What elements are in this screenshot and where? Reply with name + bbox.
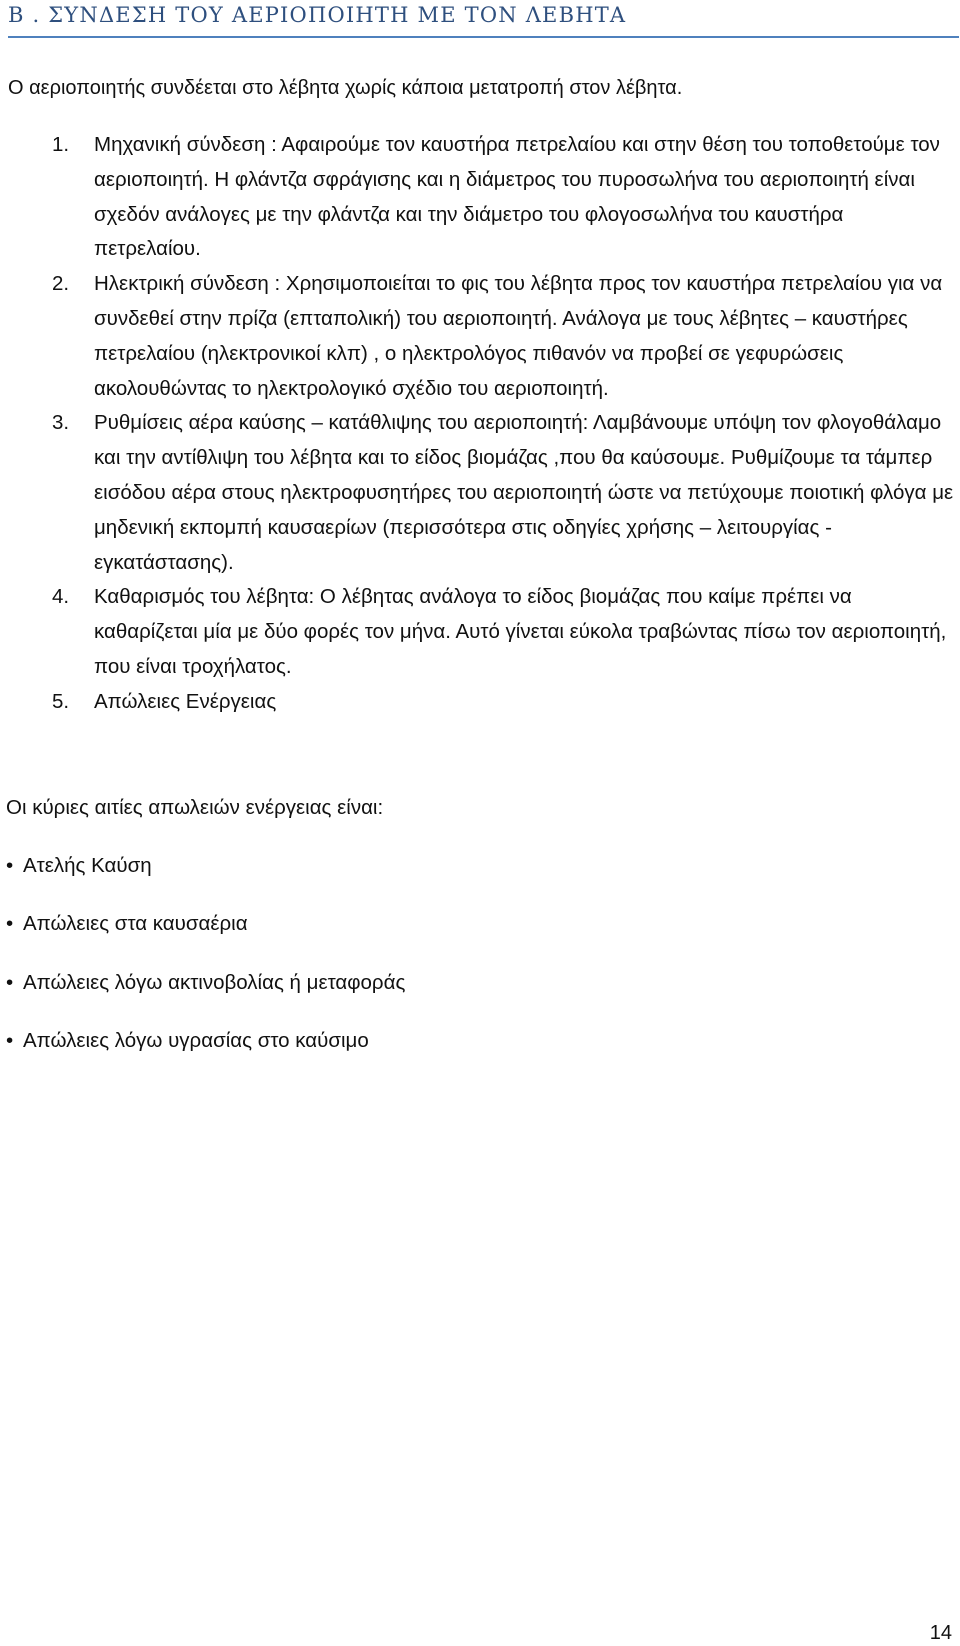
cause-item <box>6 909 248 939</box>
cause-text: Απώλειες στα καυσαέρια <box>23 912 248 935</box>
step-text: Ρυθμίσεις αέρα καύσης – κατάθλιψης του αεριοποιητή: Λαμβάνουμε υπόψη τον φλογοθάλαμο και την αντίθλιψη του λέβητα και το είδος βιομάζας ,που θα καύσουμε. Ρυθμίζουμε τα τάμπερ εισόδου αέρα στους ηλεκτροφυσητήρες του αεριοποιητή ώστε να πετύχουμε ποιοτική φλόγα με μηδενική εκπομπή καυσαερίων (περισσότερα στις οδηγίες χρήσης – λειτουργίας - εγκατάστασης). <box>94 411 954 574</box>
bullet-icon: • <box>6 912 14 935</box>
cause-item <box>6 1026 369 1056</box>
step-text: Καθαρισμός του λέβητα: Ο λέβητας ανάλογα το είδος βιομάζας που καίμε πρέπει να καθαρίζεται μία με δύο φορές τον μήνα. Αυτό γίνεται εύκολα τραβώντας πίσω τον αεριοποιητή, που είναι τροχήλατος. <box>94 585 947 678</box>
step-number: 1. <box>52 133 70 156</box>
step-number: 5. <box>52 689 70 713</box>
causes-intro: Οι κύριες αιτίες απωλειών ενέργειας είναι: <box>6 796 384 819</box>
steps-list <box>0 128 960 720</box>
step-number: 2. <box>52 272 70 296</box>
step-text: Απώλειες Ενέργειας <box>94 689 277 713</box>
bullet-icon: • <box>6 1029 14 1052</box>
cause-text: Ατελής Καύση <box>23 854 152 877</box>
section-heading: Β . ΣΥΝΔΕΣΗ ΤΟΥ ΑΕΡΙΟΠΟΙΗΤΗ ΜΕ ΤΟΝ ΛΕΒΗΤΑ <box>8 0 959 38</box>
step-number: 3. <box>52 411 70 435</box>
cause-item <box>6 968 405 998</box>
step-text: Μηχανική σύνδεση : Αφαιρούμε τον καυστήρα πετρελαίου και στην θέση του τοποθετούμε τον αεριοποιητή. Η φλάντζα σφράγισης και η διάμετρος του πυροσωλήνα του αεριοποιητή είναι σχεδόν ανάλογες με την φλάντζα και την διάμετρο του φλογοσωλήνα του καυστήρα πετρελαίου. <box>94 133 940 261</box>
step-text: Ηλεκτρική σύνδεση : Χρησιμοποιείται το φις του λέβητα προς τον καυστήρα πετρελαίου για να συνδεθεί στην πρίζα (επταπολική) του αεριοποιητή. Ανάλογα με τους λέβητες – καυστήρες πετρελαίου (ηλεκτρονικοί κλπ) , ο ηλεκτρολόγος πιθανόν να προβεί σε γεφυρώσεις ακολουθώντας το ηλεκτρολογικό σχέδιο του αεριοποιητή. <box>94 272 943 400</box>
bullet-icon: • <box>6 971 14 994</box>
cause-item <box>6 851 152 881</box>
cause-text: Απώλειες λόγω υγρασίας στο καύσιμο <box>23 1029 369 1052</box>
step-item <box>0 580 960 684</box>
step-item <box>0 685 960 720</box>
bullet-icon: • <box>6 854 14 877</box>
intro-paragraph: Ο αεριοποιητής συνδέεται στο λέβητα χωρίς κάποια μετατροπή στον λέβητα. <box>8 77 683 99</box>
step-item <box>0 406 960 580</box>
cause-text: Απώλειες λόγω ακτινοβολίας ή μεταφοράς <box>23 971 406 994</box>
step-number: 4. <box>52 585 70 609</box>
step-item <box>0 267 960 406</box>
page-number: 14 <box>929 1622 952 1644</box>
step-item <box>0 128 960 267</box>
